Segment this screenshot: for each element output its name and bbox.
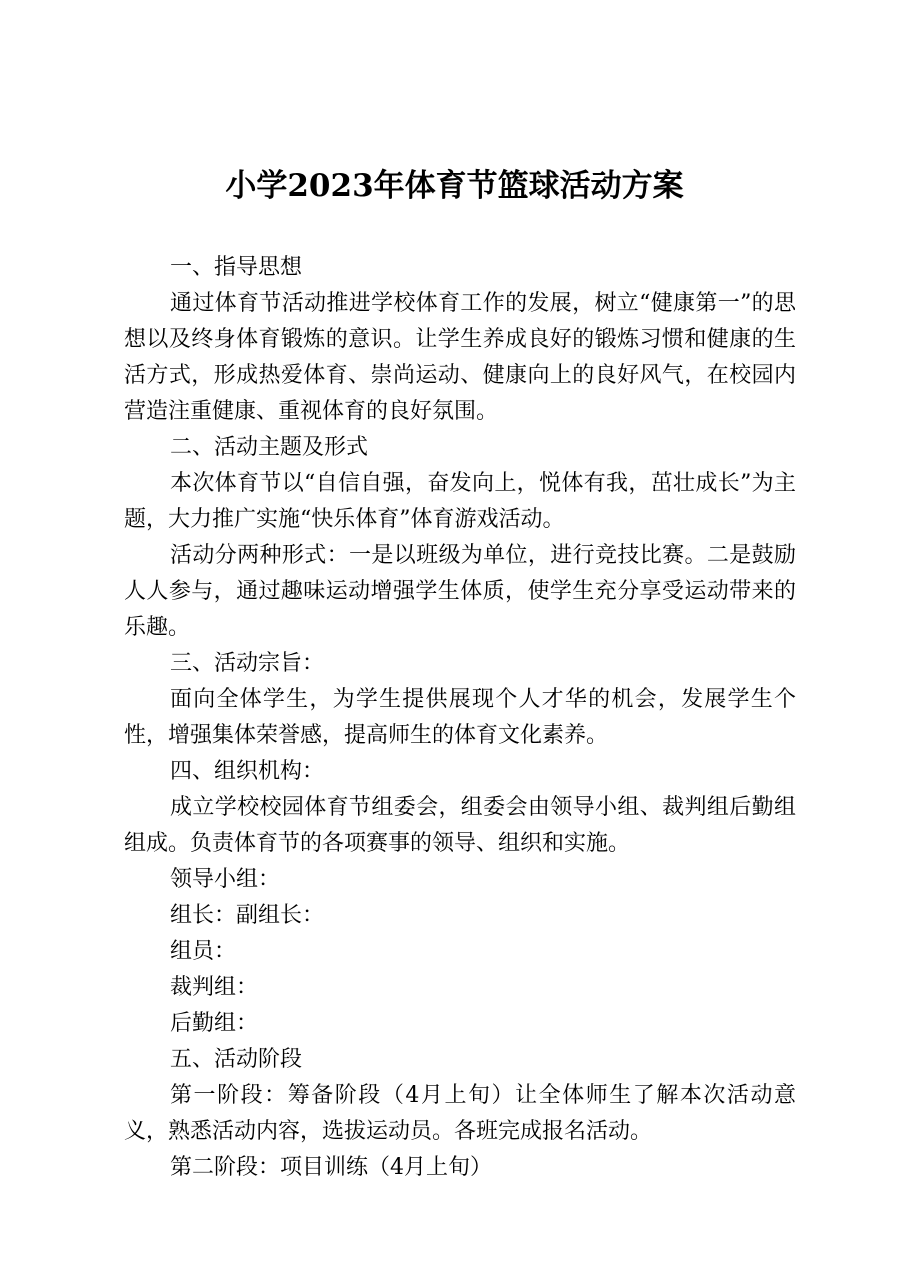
heading-purpose: 三、活动宗旨： xyxy=(170,651,325,676)
heading-activity-stages: 五、活动阶段 xyxy=(170,1047,303,1072)
line-group-leaders: 组长：副组长： xyxy=(170,903,325,928)
document-body xyxy=(124,250,796,1186)
paragraph-theme: 本次体育节以“自信自强，奋发向上，悦体有我，茁壮成长”为主题，大力推广实施“快乐体育”体育游戏活动。 xyxy=(124,471,796,532)
line-logistics-group: 后勤组： xyxy=(170,1011,259,1036)
paragraph-forms: 活动分两种形式：一是以班级为单位，进行竞技比赛。二是鼓励人人参与，通过趣味运动增强学生体质，使学生充分享受运动带来的乐趣。 xyxy=(124,543,796,640)
paragraph-organization: 成立学校校园体育节组委会，组委会由领导小组、裁判组后勤组组成。负责体育节的各项赛事的领导、组织和实施。 xyxy=(124,795,796,856)
paragraph-purpose: 面向全体学生，为学生提供展现个人才华的机会，发展学生个性，增强集体荣誉感，提高师生的体育文化素养。 xyxy=(124,687,796,748)
paragraph-stage-one: 第一阶段：筹备阶段（4月上旬）让全体师生了解本次活动意义，熟悉活动内容，选拔运动员。各班完成报名活动。 xyxy=(124,1083,796,1144)
heading-theme-and-form: 二、活动主题及形式 xyxy=(170,435,369,460)
document-title: 小学2023年体育节篮球活动方案 xyxy=(225,168,684,204)
line-referee-group: 裁判组： xyxy=(170,975,259,1000)
line-leadership-group: 领导小组： xyxy=(170,867,281,892)
paragraph-guiding-ideology: 通过体育节活动推进学校体育工作的发展，树立“健康第一”的思想以及终身体育锻炼的意识。让学生养成良好的锻炼习惯和健康的生活方式，形成热爱体育、崇尚运动、健康向上的良好风气，在校园内营造注重健康、重视体育的良好氛围。 xyxy=(124,291,796,424)
line-members: 组员： xyxy=(170,939,237,964)
heading-organization: 四、组织机构： xyxy=(170,759,325,784)
heading-guiding-ideology: 一、指导思想 xyxy=(170,255,303,280)
paragraph-stage-two: 第二阶段：项目训练（4月上旬） xyxy=(170,1155,492,1180)
